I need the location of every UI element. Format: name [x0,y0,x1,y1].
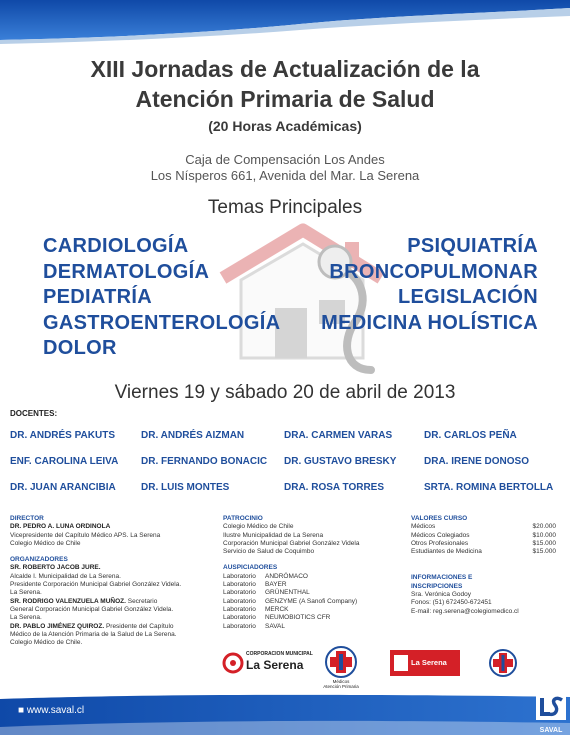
topic-legislacion: LEGISLACIÓN [398,286,538,308]
docente-name: DR. JUAN ARANCIBIA [10,482,116,493]
inscripciones-heading: INSCRIPCIONES [411,582,463,590]
docente-name: DR. GUSTAVO BRESKY [284,456,397,467]
organizador-role: General Corporación Municipal Gabriel González Videla. [10,605,174,613]
price-row [411,548,556,556]
price-value: $20.000 [532,523,556,531]
director-role: Vicepresidente del Capítulo Médico APS. La Serena [10,531,161,539]
organizador-role: Médico de la Atención Primaria de la Salud de La Serena. [10,630,177,638]
organizador-role: Secretario [125,597,158,605]
auspiciadores-heading: AUSPICIADORES [223,564,278,572]
auspiciador: NEUMOBIOTICS CFR [265,614,331,622]
medicos-logo-text: Atención Primaria [323,684,359,689]
auspiciador: GENZYME (A Sanofi Company) [265,597,358,605]
contact-phone: Fonos: (51) 672450-672451 [411,599,492,607]
organizador-name: SR. RODRIGO VALENZUELA MUÑOZ. [10,597,126,605]
lab-prefix: Laboratorio [223,572,256,580]
saval-logo [534,692,568,732]
topic-dolor: DOLOR [43,337,117,359]
corporacion-municipal-logo [222,648,314,683]
organizador-role: Colegio Médico de Chile. [10,639,83,647]
contact-name: Sra. Verónica Godoy [411,591,471,599]
lab-prefix: Laboratorio [223,589,256,597]
docente-name: DRA. IRENE DONOSO [424,456,530,467]
topic-medicina-holistica: MEDICINA HOLÍSTICA [321,311,538,334]
auspiciador: MERCK [265,605,289,613]
price-value: $15.000 [532,548,556,556]
topic-cardiologia: CARDIOLOGÍA [43,235,189,257]
topic-dermatologia: DERMATOLOGÍA [43,260,210,283]
docentes-row [10,482,565,508]
docente-name: ENF. CAROLINA LEIVA [10,456,119,467]
auspiciador: SAVAL [265,622,285,630]
organizador-name: SR. ROBERTO JACOB JURE. [10,564,101,572]
topic-gastroenterologia: GASTROENTEROLOGÍA [43,311,281,334]
docente-name: DRA. ROSA TORRES [284,482,385,493]
lab-prefix: Laboratorio [223,597,256,605]
informaciones-heading: INFORMACIONES E [411,574,473,582]
lab-prefix: Laboratorio [223,614,256,622]
temas-heading: Temas Principales [207,197,363,218]
topic-psiquiatria: PSIQUIATRÍA [407,235,538,257]
la-serena-logo [390,650,460,676]
lab-prefix: Laboratorio [223,581,256,589]
corp-logo-text: CORPORACION MUNICIPAL [246,651,313,657]
corp-logo-name: La Serena [246,658,304,672]
docente-name: DR. LUIS MONTES [141,482,230,493]
auspiciador: ANDRÓMACO [265,572,308,580]
event-title-line2: Atención Primaria de Salud [135,86,435,112]
contact-email[interactable]: E-mail: reg.serena@colegiomedico.cl [411,607,519,615]
organizador-role: La Serena. [10,589,42,597]
patrocinador: Servicio de Salud de Coquimbo [223,548,315,556]
topic-broncopulmonar: BRONCOPULMONAR [329,260,538,283]
price-value: $10.000 [532,531,556,539]
topic-pediatria: PEDIATRÍA [43,286,152,308]
lab-prefix: Laboratorio [223,605,256,613]
docentes-grid [10,430,565,508]
docente-name: DRA. CARMEN VARAS [284,430,393,441]
organizador-role: Presidente Corporación Municipal Gabriel González Videla. [10,581,182,589]
price-label: Otros Profesionales [411,539,469,547]
event-subtitle: (20 Horas Académicas) [208,118,362,134]
lab-prefix: Laboratorio [223,622,256,630]
organizadores-heading: ORGANIZADORES [10,556,68,564]
valores-heading: VALORES CURSO [411,515,468,522]
docentes-row [10,430,565,456]
patrocinio-heading: PATROCINIO [223,515,263,522]
docente-name: DR. ANDRÉS AIZMAN [141,430,245,441]
price-value: $15.000 [532,539,556,547]
colegio-medico-logo [488,648,518,683]
price-label: Médicos [411,523,436,531]
event-title-line1: XIII Jornadas de Actualización de la [90,56,480,82]
price-label: Médicos Colegiados [411,531,470,539]
docente-name: DR. CARLOS PEÑA [424,430,517,441]
organizador-role: Presidente del Capítulo [104,622,174,630]
patrocinador: Corporación Municipal Gabriel González Videla [223,539,360,547]
director-name: DR. PEDRO A. LUNA ORDINOLA [10,523,111,531]
director-org: Colegio Médico de Chile [10,539,81,547]
patrocinio-auspiciadores-column [223,515,401,631]
top-banner [0,0,570,46]
docente-name: DR. FERNANDO BONACIC [141,456,268,467]
medicos-aps-logo [323,645,359,689]
bottom-banner [0,693,570,735]
docentes-heading: DOCENTES: [10,409,58,418]
price-row [411,532,556,540]
auspiciador: GRÜNENTHAL [265,589,310,597]
director-organizadores-column [10,515,215,647]
valores-informaciones-column [411,515,556,616]
website-link[interactable]: ■ www.saval.cl [18,705,85,716]
saval-logo-text: SAVAL [539,727,563,734]
patrocinador: Colegio Médico de Chile [223,523,294,531]
venue-address: Los Nísperos 661, Avenida del Mar. La Serena [150,168,420,183]
topics-right-column [321,234,538,336]
docentes-row [10,456,565,482]
price-label: Estudiantes de Medicina [411,548,482,556]
medicos-logo-text: Médicos [332,679,350,684]
event-dates: Viernes 19 y sábado 20 de abril de 2013 [114,382,456,403]
organizador-role: Alcalde I. Municipalidad de La Serena. [10,572,121,580]
la-serena-logo-text: La Serena [411,658,447,667]
organizador-name: DR. PABLO JIMÉNEZ QUIROZ. [10,622,105,630]
organizador-role: La Serena. [10,614,42,622]
patrocinador: Ilustre Municipalidad de La Serena [223,531,324,539]
auspiciador: BAYER [265,581,287,589]
price-row [411,540,556,548]
website-text: www.saval.cl [26,705,85,716]
docente-name: SRTA. ROMINA BERTOLLA [424,482,554,493]
docente-name: DR. ANDRÉS PAKUTS [10,430,116,441]
director-heading: DIRECTOR [10,515,44,522]
price-row [411,523,556,531]
venue-name: Caja de Compensación Los Andes [185,152,385,167]
topics-left-column [43,234,280,362]
